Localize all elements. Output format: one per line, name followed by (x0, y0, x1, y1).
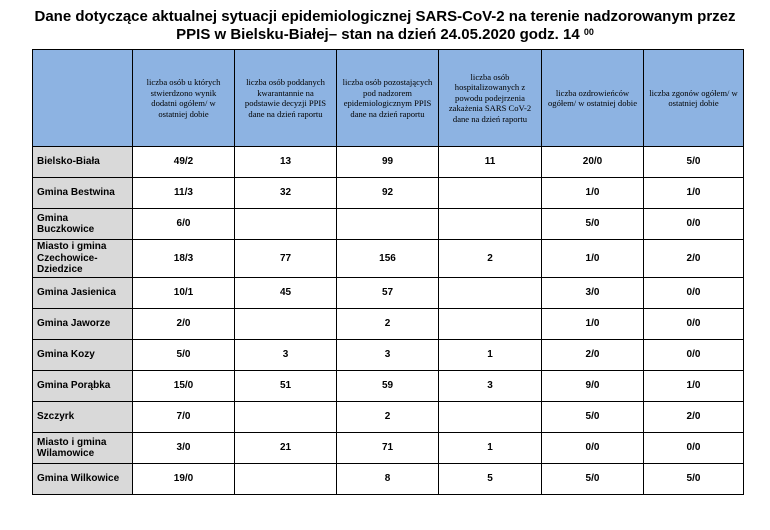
document-title (0, 8, 770, 44)
row-name: Gmina Buczkowice (33, 209, 133, 240)
cell-positive: 6/0 (133, 209, 235, 240)
cell-positive: 18/3 (133, 240, 235, 278)
cell-hospitalized (439, 178, 542, 209)
table-row (33, 240, 744, 278)
table-row (33, 464, 744, 495)
cell-quarantine: 45 (235, 278, 337, 309)
row-name: Szczyrk (33, 402, 133, 433)
cell-positive: 11/3 (133, 178, 235, 209)
cell-supervision: 71 (337, 433, 439, 464)
cell-deaths: 2/0 (644, 402, 744, 433)
table-row (33, 309, 744, 340)
cell-recovered: 5/0 (542, 209, 644, 240)
cell-supervision: 59 (337, 371, 439, 402)
cell-positive: 2/0 (133, 309, 235, 340)
table-row (33, 209, 744, 240)
epidemiological-table (32, 49, 744, 495)
row-name: Gmina Jaworze (33, 309, 133, 340)
row-name: Gmina Bestwina (33, 178, 133, 209)
cell-supervision: 156 (337, 240, 439, 278)
cell-quarantine: 21 (235, 433, 337, 464)
cell-quarantine (235, 402, 337, 433)
cell-supervision (337, 209, 439, 240)
cell-positive: 15/0 (133, 371, 235, 402)
cell-recovered: 9/0 (542, 371, 644, 402)
cell-quarantine: 32 (235, 178, 337, 209)
cell-recovered: 0/0 (542, 433, 644, 464)
cell-hospitalized (439, 309, 542, 340)
cell-quarantine: 3 (235, 340, 337, 371)
table-row (33, 340, 744, 371)
table-row (33, 402, 744, 433)
cell-supervision: 99 (337, 147, 439, 178)
cell-hospitalized (439, 402, 542, 433)
cell-hospitalized: 2 (439, 240, 542, 278)
cell-recovered: 5/0 (542, 402, 644, 433)
cell-deaths: 0/0 (644, 309, 744, 340)
cell-quarantine (235, 209, 337, 240)
table-row (33, 371, 744, 402)
header-quarantine: liczba osób poddanych kwarantannie na podstawie decyzji PPIS dane na dzień raportu (235, 50, 337, 147)
row-name: Gmina Porąbka (33, 371, 133, 402)
header-deaths: liczba zgonów ogółem/ w ostatniej dobie (644, 50, 744, 147)
header-row (33, 50, 744, 147)
row-name: Gmina Jasienica (33, 278, 133, 309)
row-name: Bielsko-Biała (33, 147, 133, 178)
header-supervision: liczba osób pozostających pod nadzorem epidemiologicznym PPIS dane na dzień raportu (337, 50, 439, 147)
table-row (33, 178, 744, 209)
cell-positive: 19/0 (133, 464, 235, 495)
cell-recovered: 1/0 (542, 240, 644, 278)
cell-supervision: 2 (337, 309, 439, 340)
header-corner (33, 50, 133, 147)
cell-hospitalized: 1 (439, 433, 542, 464)
cell-hospitalized: 5 (439, 464, 542, 495)
cell-deaths: 0/0 (644, 340, 744, 371)
table-row (33, 433, 744, 464)
cell-recovered: 5/0 (542, 464, 644, 495)
cell-hospitalized: 3 (439, 371, 542, 402)
cell-deaths: 0/0 (644, 209, 744, 240)
cell-positive: 49/2 (133, 147, 235, 178)
row-name: Miasto i gmina Czechowice-Dziedzice (33, 240, 133, 278)
cell-recovered: 2/0 (542, 340, 644, 371)
cell-positive: 10/1 (133, 278, 235, 309)
cell-deaths: 1/0 (644, 371, 744, 402)
cell-deaths: 0/0 (644, 433, 744, 464)
title-line-2-text: PPIS w Bielsku-Białej– stan na dzień 24.05.2020 godz. 14 (176, 26, 580, 43)
cell-deaths: 2/0 (644, 240, 744, 278)
cell-hospitalized (439, 209, 542, 240)
cell-deaths: 5/0 (644, 464, 744, 495)
cell-positive: 5/0 (133, 340, 235, 371)
row-name: Miasto i gmina Wilamowice (33, 433, 133, 464)
cell-supervision: 57 (337, 278, 439, 309)
cell-hospitalized (439, 278, 542, 309)
cell-positive: 3/0 (133, 433, 235, 464)
cell-supervision: 92 (337, 178, 439, 209)
cell-recovered: 20/0 (542, 147, 644, 178)
cell-recovered: 1/0 (542, 178, 644, 209)
cell-deaths: 1/0 (644, 178, 744, 209)
cell-recovered: 3/0 (542, 278, 644, 309)
table-row (33, 147, 744, 178)
cell-hospitalized: 1 (439, 340, 542, 371)
cell-supervision: 3 (337, 340, 439, 371)
cell-supervision: 8 (337, 464, 439, 495)
header-recovered: liczba ozdrowieńców ogółem/ w ostatniej dobie (542, 50, 644, 147)
header-hospitalized: liczba osób hospitalizowanych z powodu podejrzenia zakażenia SARS CoV-2 dane na dzień raportu (439, 50, 542, 147)
cell-recovered: 1/0 (542, 309, 644, 340)
title-time-sup: 00 (583, 27, 594, 37)
cell-supervision: 2 (337, 402, 439, 433)
cell-hospitalized: 11 (439, 147, 542, 178)
cell-quarantine: 51 (235, 371, 337, 402)
cell-quarantine (235, 464, 337, 495)
cell-positive: 7/0 (133, 402, 235, 433)
cell-quarantine: 77 (235, 240, 337, 278)
cell-quarantine: 13 (235, 147, 337, 178)
cell-quarantine (235, 309, 337, 340)
title-line-1: Dane dotyczące aktualnej sytuacji epidemiologicznej SARS-CoV-2 na terenie nadzorowanym przez (34, 8, 736, 25)
row-name: Gmina Wilkowice (33, 464, 133, 495)
cell-deaths: 5/0 (644, 147, 744, 178)
title-line-2 (0, 26, 770, 44)
row-name: Gmina Kozy (33, 340, 133, 371)
cell-deaths: 0/0 (644, 278, 744, 309)
header-positive: liczba osób u których stwierdzono wynik dodatni ogółem/ w ostatniej dobie (133, 50, 235, 147)
table-row (33, 278, 744, 309)
